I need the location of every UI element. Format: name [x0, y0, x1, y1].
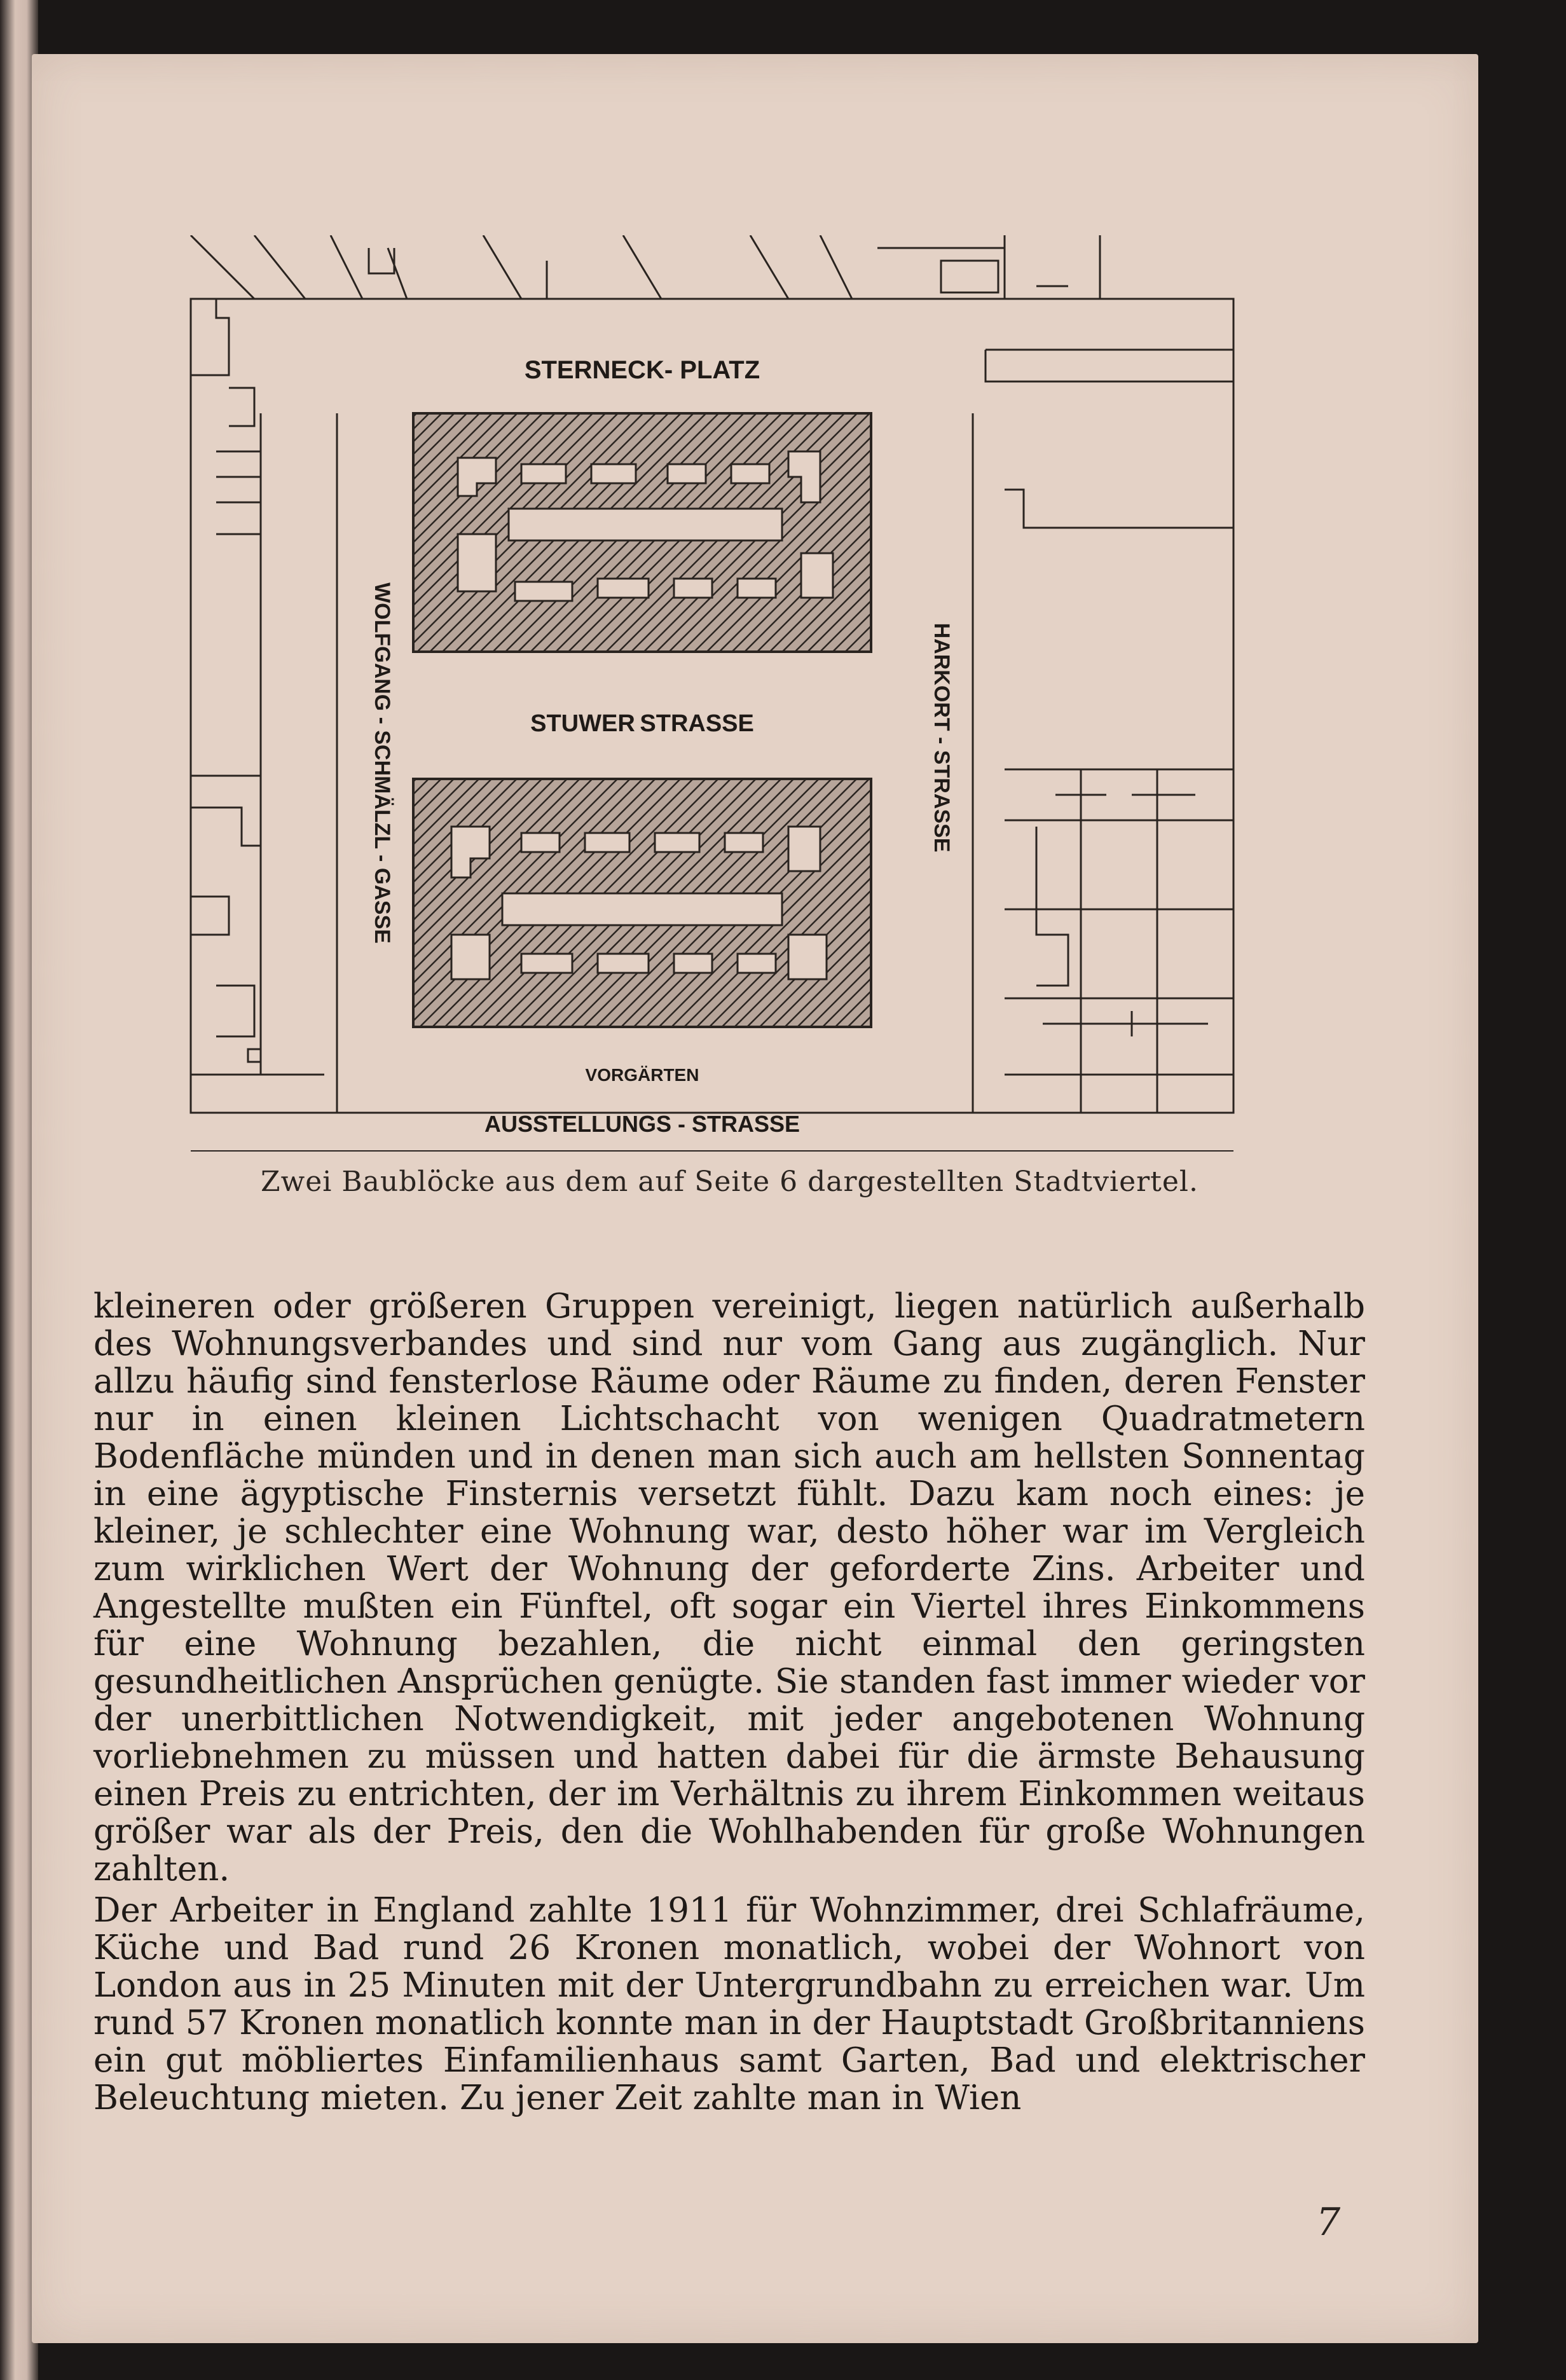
label-harkort-strasse: HARKORT - STRASSE: [930, 623, 954, 853]
label-vorgaerten: VORGÄRTEN: [585, 1065, 699, 1085]
book-page: [32, 54, 1478, 2343]
label-ausstellungs-strasse: AUSSTELLUNGS - STRASSE: [484, 1111, 800, 1137]
body-text: [93, 1288, 1365, 2117]
page-number: 7: [1316, 2200, 1341, 2245]
paragraph-2: Der Arbeiter in England zahlte 1911 für Wohnzimmer, drei Schlafräume, Küche und Bad rund 26 Kronen monatlich, wobei der Wohnort von London aus in 25 Minuten mit der Untergrundbahn zu erreichen war. Um rund 57 Kronen monatlich konnte man in der Hauptstadt Großbritanniens ein gut möbliertes Einfamilienhaus samt Garten, Bad und elektrischer Beleuchtung mieten. Zu jener Zeit zahlte man in Wien: [93, 1891, 1365, 2117]
city-block-map: [178, 235, 1253, 1157]
label-wolfgang-schmaelzl-gasse: WOLFGANG - SCHMÄLZL - GASSE: [370, 582, 394, 944]
label-stuwer-strasse: STUWER STRASSE: [530, 710, 754, 737]
paragraph-1: kleineren oder größeren Gruppen vereinigt, liegen natürlich außerhalb des Wohnungsverbandes und sind nur vom Gang aus zugänglich. Nur allzu häufig sind fensterlose Räume oder Räume zu finden, deren Fenster nur in einen kleinen Lichtschacht von wenigen Quadratmetern Bodenfläche münden und in denen man sich auch am hellsten Sonnentag in eine ägyptische Finsternis versetzt fühlt. Dazu kam noch eines: je kleiner, je schlechter eine Wohnung war, desto höher war im Vergleich zum wirklichen Wert der Wohnung der geforderte Zins. Arbeiter und Angestellte mußten ein Fünftel, oft sogar ein Viertel ihres Einkommens für eine Wohnung bezahlen, die nicht einmal den geringsten gesundheitlichen Ansprüchen genügte. Sie standen fast immer wieder vor der unerbittlichen Notwendigkeit, mit jeder angebotenen Wohnung vorliebnehmen zu müssen und hatten dabei für die ärmste Behausung einen Preis zu entrichten, der im Verhältnis zu ihrem Einkommen weitaus größer war als der Preis, den die Wohlhabenden für große Wohnungen zahlten.: [93, 1287, 1365, 1888]
label-sterneck-platz: STERNECK- PLATZ: [524, 356, 760, 384]
map-caption: Zwei Baublöcke aus dem auf Seite 6 dargestellten Stadtviertel.: [261, 1166, 1199, 1198]
